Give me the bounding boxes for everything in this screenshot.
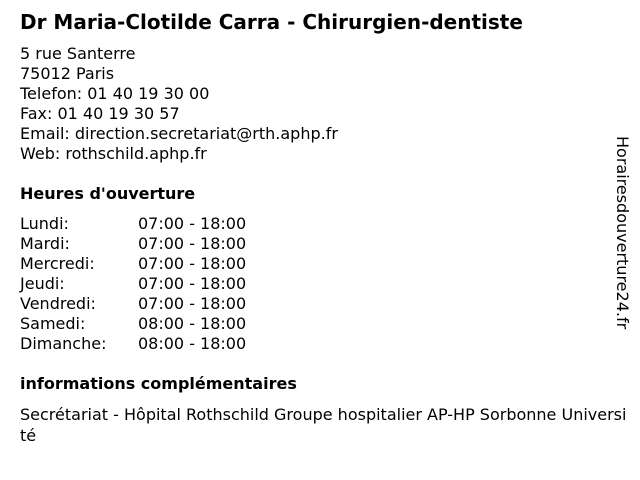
day-label: Vendredi:: [20, 294, 96, 313]
phone-line: Telefon: 01 40 19 30 00: [20, 84, 210, 103]
day-label: Dimanche:: [20, 334, 107, 353]
fax-line: Fax: 01 40 19 30 57: [20, 104, 180, 123]
time-range: 07:00 - 18:00: [138, 294, 247, 313]
time-range: 07:00 - 18:00: [138, 234, 247, 253]
time-range: 07:00 - 18:00: [138, 254, 247, 273]
additional-info-text: Secrétariat - Hôpital Rothschild Groupe hospitalier AP-HP Sorbonne Université: [20, 405, 627, 445]
page-title: Dr Maria-Clotilde Carra - Chirurgien-dentiste: [20, 10, 523, 34]
day-label: Mardi:: [20, 234, 70, 253]
day-label: Mercredi:: [20, 254, 95, 273]
opening-hours-heading: Heures d'ouverture: [20, 184, 196, 203]
time-range: 07:00 - 18:00: [138, 214, 247, 233]
email-line: Email: direction.secretariat@rth.aphp.fr: [20, 124, 338, 143]
time-range: 08:00 - 18:00: [138, 334, 247, 353]
time-range: 07:00 - 18:00: [138, 274, 247, 293]
address-street: 5 rue Santerre: [20, 44, 136, 63]
day-label: Samedi:: [20, 314, 86, 333]
day-label: Lundi:: [20, 214, 69, 233]
web-line: Web: rothschild.aphp.fr: [20, 144, 207, 163]
site-watermark: Horairesdouverture24.fr: [613, 136, 632, 330]
time-range: 08:00 - 18:00: [138, 314, 247, 333]
day-label: Jeudi:: [20, 274, 65, 293]
address-city: 75012 Paris: [20, 64, 115, 83]
contact-block: [20, 44, 338, 164]
additional-info-heading: informations complémentaires: [20, 374, 297, 393]
